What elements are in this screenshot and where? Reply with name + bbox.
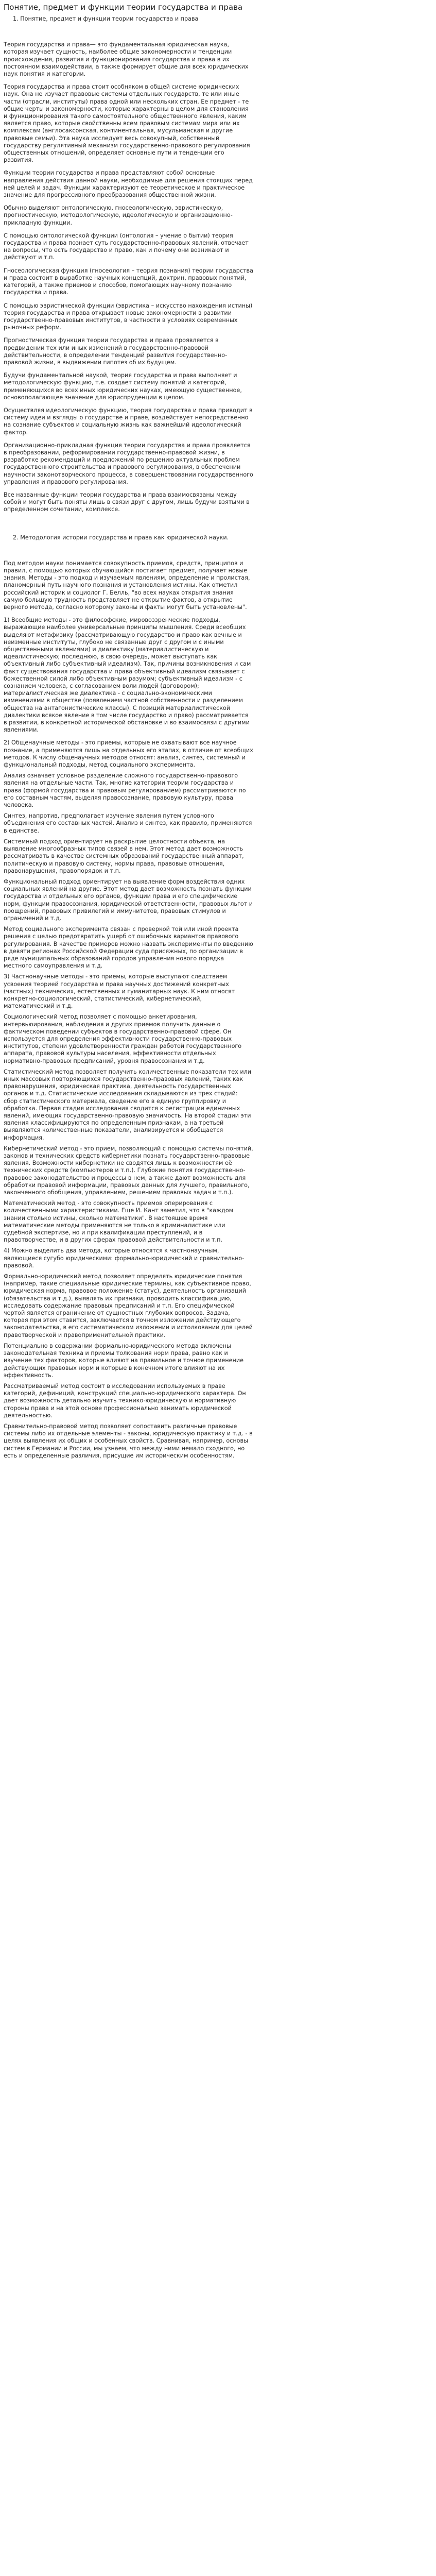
section-heading-1: 1. Понятие, предмет и функции теории государства и права: [13, 15, 199, 22]
paragraph: Рассматриваемый метод состоит в исследовании используемых в праве категорий, дефиниций, конструкций специально-юридического характера. Он дает возможность детально изучить технико-юридическую и нормативную стороны права и на этой основе профессионально занимать юридической деятельностью.: [4, 1382, 246, 1419]
paragraph: Функции теории государства и права представляют собой основные направления действия данной науки, необходимые для решения стоящих перед ней целей и задач. Функции характеризуют ее теоретическое и практическое значение для прогрессивного преобразования общественной жизни.: [4, 170, 253, 199]
paragraph: Формально-юридический метод позволяет определять юридические понятия (например, такие специальные юридические термины, как субъективное право, юридическая норма, правовое положение (статус), деятельность организаций (обязательства и т.д.), выявлять их признаки, проводить классификацию, исследовать содержание правовых предписаний и т.п. Его специфической чертой является ограничение от сущностных глубоких вопросов. Задача, которая при этом ставится, заключается в точном изложении действующего законодательства, в его систематическом изложении и истолковании для целей правотворческой и правоприменительной практики.: [4, 1273, 253, 1338]
paragraph: Все названные функции теории государства и права взаимосвязаны между собой и могут быть поняты лишь в связи друг с другом, лишь будучи взятыми в определенном сочетании, комплексе.: [4, 491, 250, 513]
paragraph: 3) Частнонаучные методы - это приемы, которые выступают следствием усвоения теорией государства и права научных достижений конкретных (частных) технических, естественных и гуманитарных наук. К ним относят конкретно-социологический, статистический, кибернетический, математический и т.д.: [4, 973, 235, 1010]
paragraph: С помощью эвристической функции (эвристика – искусство нахождения истины) теория государства и права открывает новые закономерности в развитии государственно-правовых институтов, в частности в условиях современных рыночных реформ.: [4, 302, 253, 331]
paragraph: 1) Всеобщие методы - это философские, мировоззренческие подходы, выражающие наиболее универсальные принципы мышления. Среди всеобщих выделяют метафизику (рассматривающую государство и право как вечные и неизменные институты, глубоко не связанные друг с другом и с иными общественными явлениями) и диалектику (материалистическую и идеалистическую; последнюю, в свою очередь, может выступать как объективный либо субъективный идеализм). Так, причины возникновения и сам факт существования государства и права объективный идеализм связывает с божественной силой либо объективным разумом; субъективный идеализм - с сознанием человека, с согласованием воли людей (договором); материалистическая же диалектика - с социально-экономическими изменениями в обществе (появлением частной собственности и разделением общества на антагонистические классы). С позиций материалистической диалектики всякое явление в том числе государство и право) рассматривается в развитии, в конкретной исторической обстановке и во взаимосвязи с другими явлениями.: [4, 617, 251, 734]
paragraph: 2) Общенаучные методы - это приемы, которые не охватывают все научное познание, а применяются лишь на отдельных его этапах, в отличие от всеобщих методов. К числу общенаучных методов относят: анализ, синтез, системный и функциональный подходы, метод социального эксперимента.: [4, 739, 253, 769]
paragraph: Теория государства и права стоит особняком в общей системе юридических наук. Она не изучает правовые системы отдельных государств, те или иные части (отрасли, институты) права одной или нескольких стран. Ее предмет - те общие черты и закономерности, которые характерны в целом для становления и функционирования такого самостоятельного общественного явления, каким является право, которые свойственны всем правовым системам мира или их комплексам (англосаксонская, континентальная, мусульманская и другие правовые семьи). Эта наука исследует весь совокупный, собственный государству регулятивный механизм государственно-правового регулирования общественных отношений, определяет основные пути и тенденции его развития.: [4, 83, 250, 164]
paragraph: Кибернетический метод - это прием, позволяющий с помощью системы понятий, законов и технических средств кибернетики познать государственно-правовые явления. Возможности кибернетики не сводятся лишь к возможностям её технических средств (компьютеров и т.п.). Глубокие понятия государственно-правовое законодательство и процессы в нем, а также дают возможность для обработки правовой информации, правовых данных для лучшего, правильного, законченного обобщения, управлением, решением правовых задач и т.п.).: [4, 1145, 253, 1196]
paragraph: Под методом науки понимается совокупность приемов, средств, принципов и правил, с помощью которых обучающийся постигает предмет, получает новые знания. Методы - это подход и изучаемым явлениям, определение и пролистая, планомерный путь научного познания и установления истины. Как отметил российский историк и социолог Г. Белль, "во всех науках открытия знания самую большую трудность представляет не открытие фактов, а открытие верного метода, согласно которому законы и факты могут быть установлены".: [4, 560, 250, 611]
paragraph: 4) Можно выделить два метода, которые относятся к частнонаучным, являющиеся сугубо юридическими: формально-юридический и сравнительно-правовой.: [4, 1247, 245, 1269]
paragraph: Статистический метод позволяет получить количественные показатели тех или иных массовых повторяющихся государственно-правовых явлений, таких как правонарушения, юридическая практика, деятельность государственных органов и т.д. Статистические исследования складываются из трех стадий: сбор статистического материала, сведение его в единую группировку и обработка. Первая стадия исследования сводится к регистрации единичных явлений, имеющих государственно-правовую значимость. На второй стадии эти явления классифицируются по определенным признакам, а на третьей выявляются количественные показатели, анализируется и обобщается информация.: [4, 1068, 252, 1141]
paragraph: Теория государства и права— это фундаментальная юридическая наука, которая изучает сущность, наиболее общие закономерности и тенденции происхождения, развития и функционирования государства и права в их постоянном взаимодействии, а также формирует общие для всех юридических наук понятия и категории.: [4, 41, 249, 78]
paragraph: Гносеологическая функция (гносеология – теория познания) теории государства и права состоит в выработке научных концепций, доктрин, правовых понятий, категорий, а также приемов и способов, помогающих научному познанию государства и права.: [4, 267, 254, 296]
paragraph: Синтез, напротив, предполагает изучение явления путем условного объединения его составных частей. Анализ и синтез, как правило, применяются в единстве.: [4, 812, 252, 834]
paragraph: Будучи фундаментальной наукой, теория государства и права выполняет и методологическую функцию, т.е. создает систему понятий и категорий, применяющихся во всех иных юридических науках, имеющую существенное, основополагающее значение для юриспруденции в целом.: [4, 372, 242, 401]
paragraph: Функциональный подход ориентирует на выявление форм воздействия одних социальных явлений на другие. Этот метод дает возможность познать функции государства и отдельных его органов, функции права и его специфические норм, функции правосознания, юридической ответственности, правовых льгот и поощрений, правовых привилегий и иммунитетов, правовых стимулов и ограничений и т.д.: [4, 878, 253, 922]
paragraph: Системный подход ориентирует на раскрытие целостности объекта, на выявление многообразных типов связей в нем. Этот метод дает возможность рассматривать в качестве системных образований государственный аппарат, политическую и правовую систему, нормы права, правовые отношения, правонарушения, правопорядок и т.п.: [4, 838, 244, 874]
paragraph: Социологический метод позволяет с помощью анкетирования, интервьюирования, наблюдения и других приемов получить данные о фактическом поведении субъектов в государственно-правовой сфере. Он используется для определения эффективности государственно-правовых институтов, степени удовлетворенности граждан работой государственного аппарата, правовой культуры населения, эффективности отдельных нормативно-правовых предписаний, уровня правосознания и т.д.: [4, 1013, 242, 1064]
paragraph: С помощью онтологической функции (онтология – учение о бытии) теория государства и права познает суть государственно-правовых явлений, отвечает на вопросы, что есть государство и право, как и почему они возникают и действуют и т.п.: [4, 232, 249, 261]
paragraph: Потенциально в содержании формально-юридического метода включены законодательная техника и приемы толкования норм права, равно как и изучение тех факторов, которые влияют на правильное и точное применение действующих правовых норм и которые в конечном итоге влияют на их эффективность.: [4, 1342, 243, 1379]
paragraph: Прогностическая функция теории государства и права проявляется в предвидении тех или иных изменений в государственно-правовой действительности, в определении тенденций развития государственно-правовой жизни, в выдвижении гипотез об их будущем.: [4, 337, 228, 366]
page-title: Понятие, предмет и функции теории государства и права: [4, 3, 243, 12]
paragraph: Сравнительно-правовой метод позволяет сопоставить различные правовые системы либо их отдельные элементы - законы, юридическую практику и т.д. - в целях выявления их общих и особенных свойств. Сравнивая, например, основы систем в Германии и России, мы узнаем, что между ними немало сходного, но есть и определенные различия, присущие им историческим особенностям.: [4, 1422, 253, 1459]
paragraph: Осуществляя идеологическую функцию, теория государства и права приводит в систему идеи и взгляды о государстве и праве, воздействует непосредственно на сознание субъектов и социальную жизнь как важнейший идеологический фактор.: [4, 406, 253, 436]
paragraph: Организационно-прикладная функция теории государства и права проявляется в преобразовании, реформировании государственно-правовой жизни, в разработке рекомендаций и предложений по решению актуальных проблем государственного строительства и правового регулирования, в обеспечении научности законотворческого процесса, в совершенствовании государственного управления и правового регулирования.: [4, 442, 253, 485]
paragraph: Обычно выделяют онтологическую, гносеологическую, эвристическую, прогностическую, методологическую, идеологическую и организационно-прикладную функции.: [4, 205, 233, 226]
section-heading-2: 2. Методология истории государства и права как юридической науки.: [13, 534, 229, 541]
article-content: [4, 15, 253, 1460]
paragraph: Метод социального эксперимента связан с проверкой той или иной проекта решения с целью предотвратить ущерб от ошибочных вариантов правового регулирования. В качестве примеров можно назвать эксперименты по введению в девяти регионах Российской Федерации суда присяжных, по организации в ряде муниципальных образований городов управления нового порядка местного самоуправления и т.д.: [4, 926, 253, 970]
paragraph: Математический метод - это совокупность приемов оперирования с количественными характеристиками. Еще И. Кант заметил, что в "каждом знании столько истины, сколько математики". В настоящее время математические методы применяются не только в криминалистике или судебной экспертизе, но и при квалификации преступлений, и в правотворчестве, и в других сферах правовой действительности и т.п.: [4, 1200, 234, 1244]
paragraph: Анализ означает условное разделение сложного государственно-правового явления на отдельные части. Так, многие категории теории государства и права (формой государства и правовым регулированием) рассматриваются по его составным частям, выделяя правосознание, правовую культуру, права человека.: [4, 772, 246, 809]
